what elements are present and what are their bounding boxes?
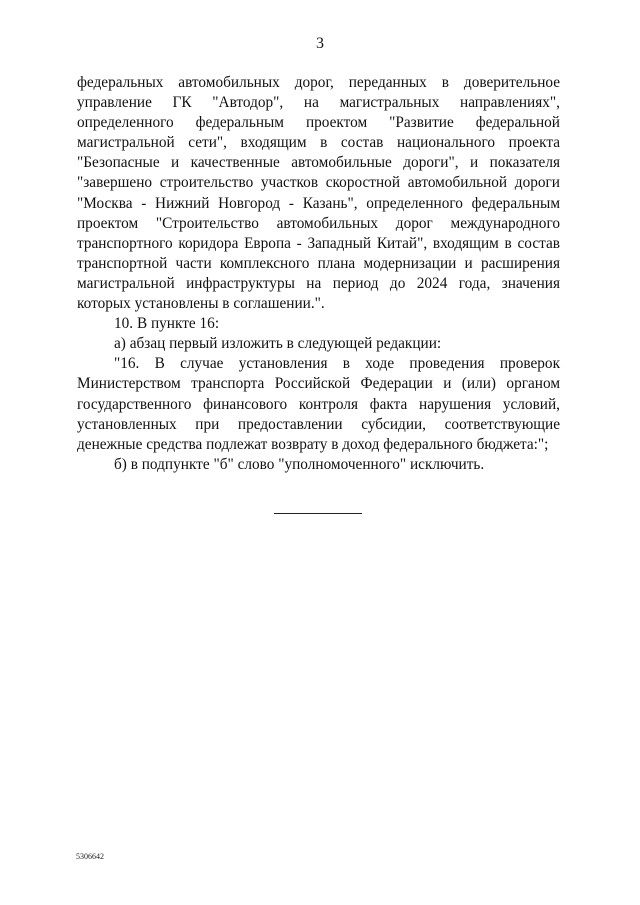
page-number: 3 — [316, 35, 324, 52]
end-separator-line — [274, 513, 362, 514]
paragraph-item-10: 10. В пункте 16: — [114, 315, 220, 333]
paragraph-subitem-b: б) в подпункте "б" слово "уполномоченного" исключить. — [114, 455, 485, 473]
paragraph-quote-16: "16. В случае установления в ходе проведения проверок Министерством транспорта Российской Федерации и (или) органом государственного финансового контроля факта нарушения условий, установленных при предоставлении субсидии, соответствующие денежные средства подлежат возврату в доход федерального бюджета:"; — [77, 355, 560, 453]
document-code: 5306642 — [76, 852, 104, 861]
document-body — [77, 73, 560, 475]
paragraph-subitem-a: а) абзац первый изложить в следующей редакции: — [114, 335, 442, 353]
paragraph-continuation: федеральных автомобильных дорог, переданных в доверительное управление ГК "Автодор", на магистральных направлениях", определенного федеральным проектом "Развитие федеральной магистральной сети", входящим в состав национального проекта "Безопасные и качественные автомобильные дороги", и показателя "завершено строительство участков скоростной автомобильной дороги "Москва - Нижний Новгород - Казань", определенного федеральным проектом "Строительство автомобильных дорог международного транспортного коридора Европа - Западный Китай", входящим в состав транспортной части комплексного плана модернизации и расширения магистральной инфраструктуры на период до 2024 года, значения которых установлены в соглашении.". — [77, 74, 560, 313]
